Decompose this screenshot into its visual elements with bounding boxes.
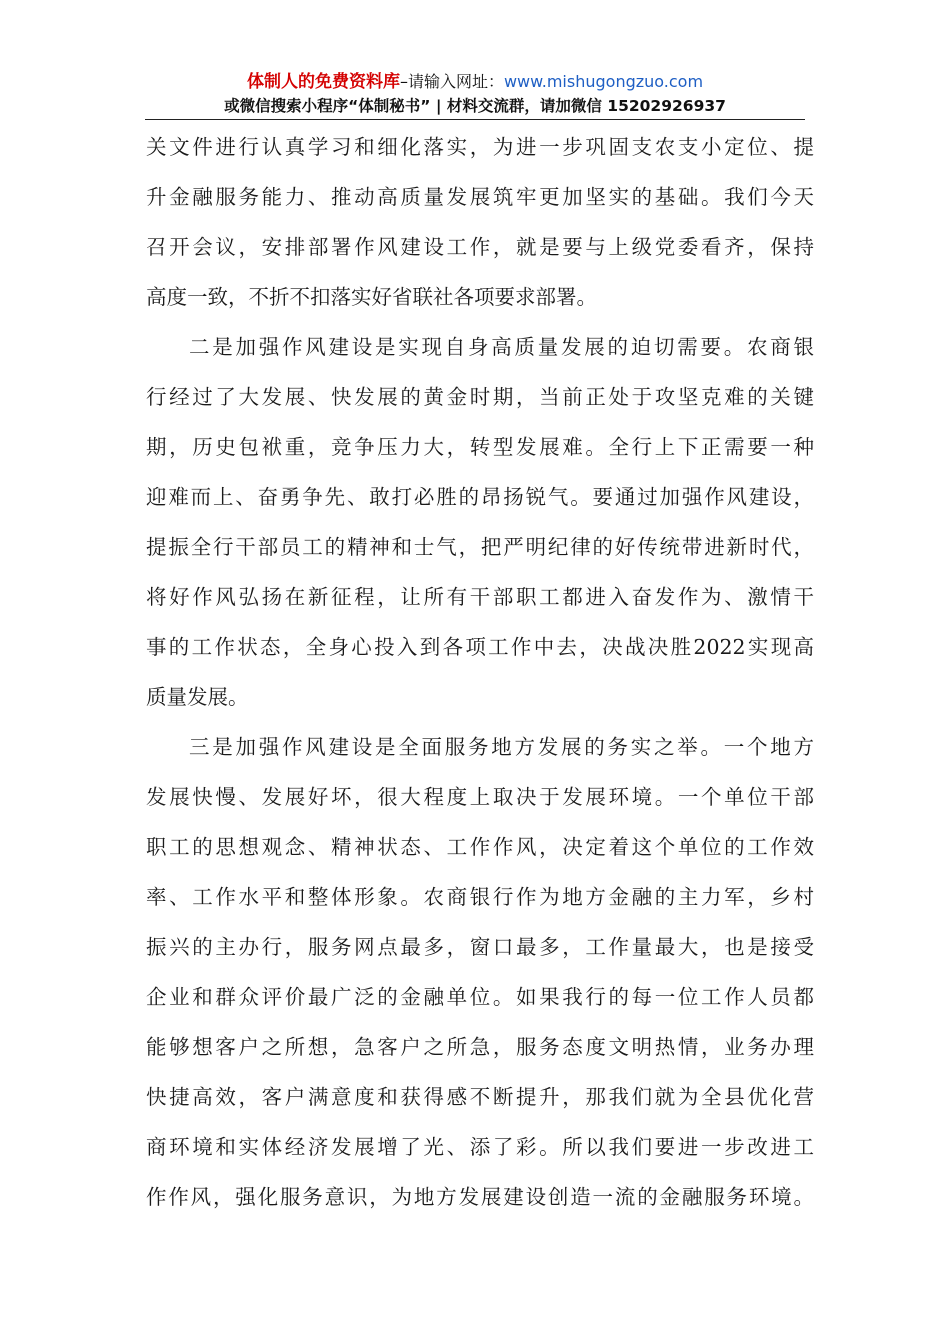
text-line: 快捷高效，客户满意度和获得感不断提升，那我们就为全县优化营 bbox=[146, 1085, 814, 1109]
text-line: 二是加强作风建设是实现自身高质量发展的迫切需要。农商银 bbox=[189, 335, 814, 359]
text-line: 率、工作水平和整体形象。农商银行作为地方金融的主力军，乡村 bbox=[146, 885, 814, 909]
paragraph-1 bbox=[146, 122, 814, 322]
header-divider bbox=[145, 119, 805, 120]
document-body bbox=[146, 122, 814, 1222]
header-brand: 体制人的免费资料库 bbox=[246, 72, 400, 92]
text-line: 将好作风弘扬在新征程，让所有干部职工都进入奋发作为、激情干 bbox=[146, 585, 814, 609]
text-line: 发展快慢、发展好坏，很大程度上取决于发展环境。一个单位干部 bbox=[146, 785, 814, 809]
text-line: 期，历史包袱重，竞争压力大，转型发展难。全行上下正需要一种 bbox=[146, 435, 814, 459]
text-line: 提振全行干部员工的精神和士气，把严明纪律的好传统带进新时代， bbox=[146, 535, 814, 559]
text-line: 升金融服务能力、推动高质量发展筑牢更加坚实的基础。我们今天 bbox=[146, 185, 814, 209]
text-line: 迎难而上、奋勇争先、敢打必胜的昂扬锐气。要通过加强作风建设， bbox=[146, 485, 814, 509]
text-line: 事的工作状态，全身心投入到各项工作中去，决战决胜2022实现高 bbox=[146, 635, 814, 659]
text-line: 质量发展。 bbox=[146, 685, 249, 709]
header-prompt: –请输入网址： bbox=[399, 72, 504, 91]
paragraph-2 bbox=[146, 322, 814, 722]
text-line: 行经过了大发展、快发展的黄金时期，当前正处于攻坚克难的关键 bbox=[146, 385, 814, 409]
text-line: 职工的思想观念、精神状态、工作作风，决定着这个单位的工作效 bbox=[146, 835, 814, 859]
text-line: 企业和群众评价最广泛的金融单位。如果我行的每一位工作人员都 bbox=[146, 985, 814, 1009]
text-line: 振兴的主办行，服务网点最多，窗口最多，工作量最大，也是接受 bbox=[146, 935, 814, 959]
text-line: 关文件进行认真学习和细化落实，为进一步巩固支农支小定位、提 bbox=[146, 135, 814, 159]
text-line: 商环境和实体经济发展增了光、添了彩。所以我们要进一步改进工 bbox=[146, 1135, 814, 1159]
header-line-2: 或微信搜索小程序“体制秘书” | 材料交流群，请加微信 15202926937 bbox=[224, 97, 726, 115]
paragraph-3 bbox=[146, 722, 814, 1222]
text-line: 高度一致，不折不扣落实好省联社各项要求部署。 bbox=[146, 285, 597, 309]
text-line: 三是加强作风建设是全面服务地方发展的务实之举。一个地方 bbox=[189, 735, 814, 759]
text-line: 能够想客户之所想，急客户之所急，服务态度文明热情，业务办理 bbox=[146, 1035, 814, 1059]
header-url-link[interactable]: www.mishugongzuo.com bbox=[503, 72, 704, 91]
text-line: 作作风，强化服务意识，为地方发展建设创造一流的金融服务环境。 bbox=[146, 1185, 814, 1209]
text-line: 召开会议，安排部署作风建设工作，就是要与上级党委看齐，保持 bbox=[146, 235, 814, 259]
header-line-1 bbox=[0, 71, 950, 93]
